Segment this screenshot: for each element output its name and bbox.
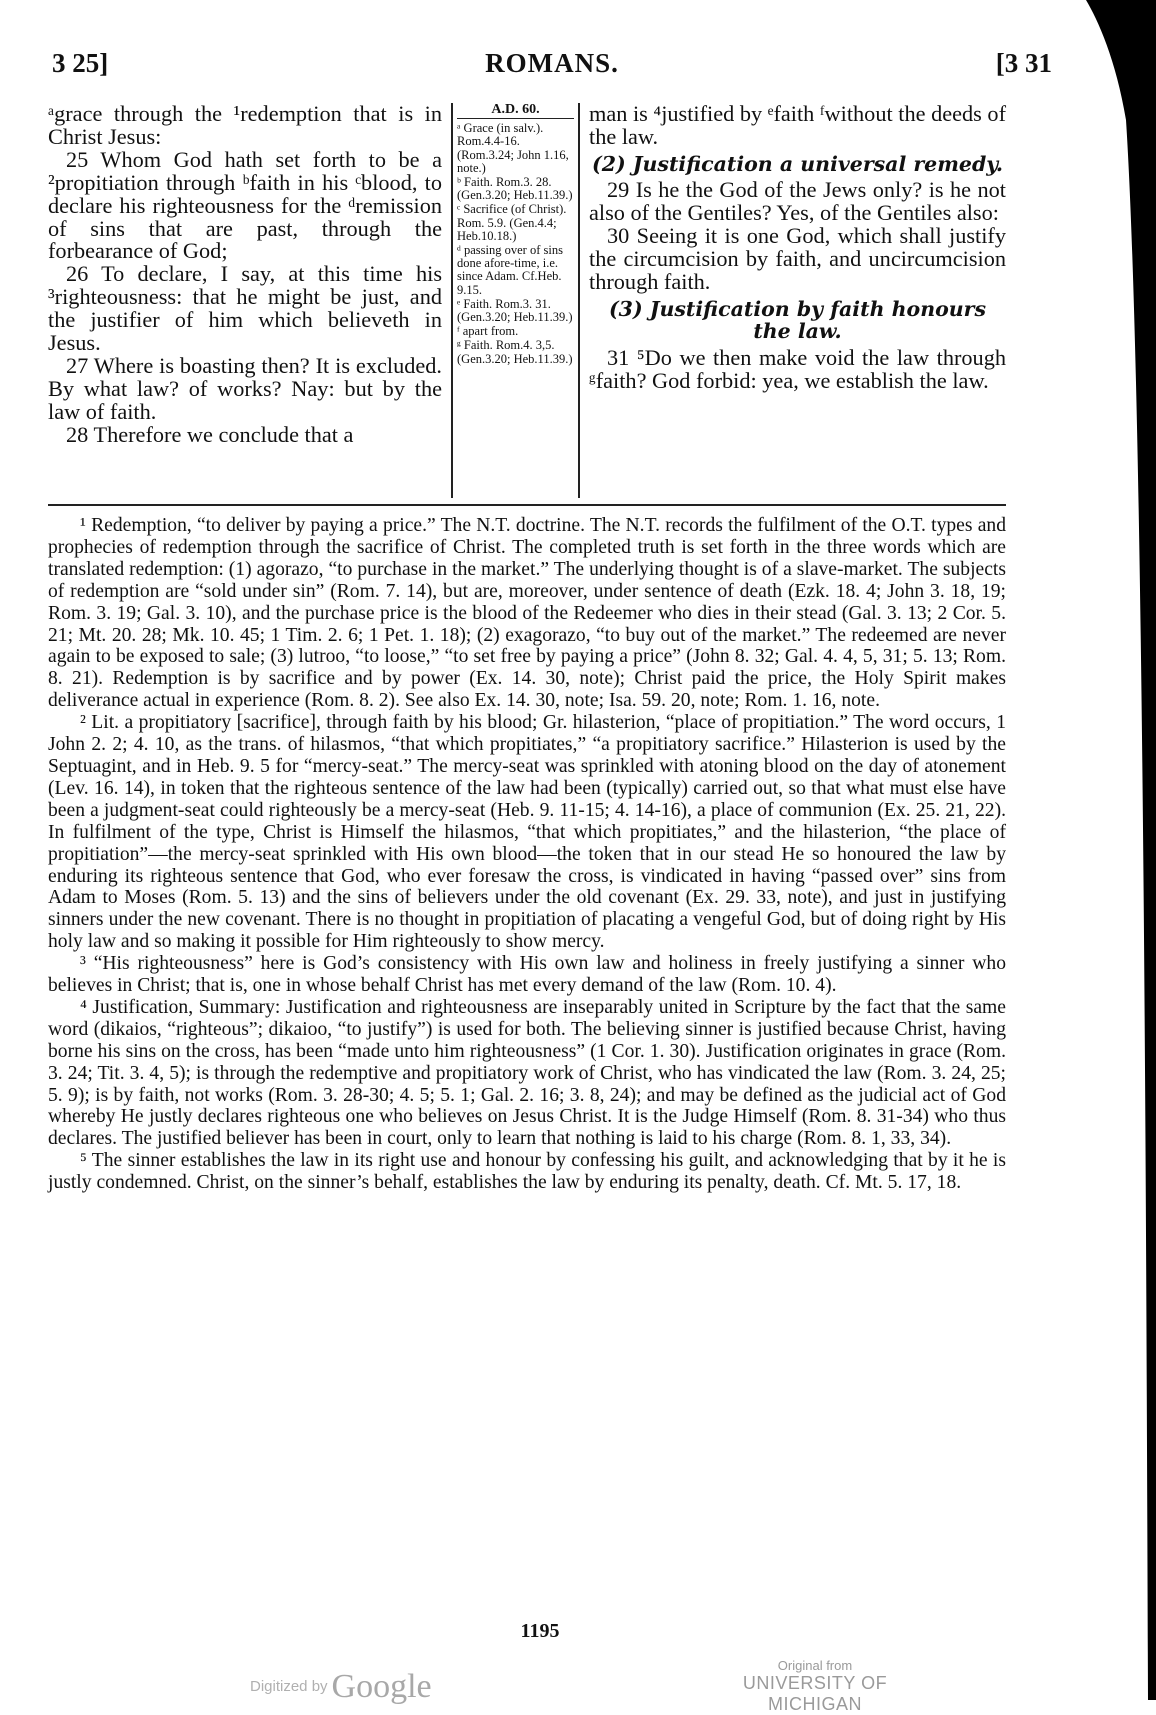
- original-from-label: Original from: [777, 1658, 853, 1673]
- digitized-watermark: [250, 1668, 432, 1706]
- verse-29: 29 Is he the God of the Jews only? is he not also of the Gentiles? Yes, of the Gentiles also:: [589, 177, 1006, 226]
- footnote-2: ² Lit. a propitiatory [sacrifice], through faith by his blood; Gr. hilasterion, “place of propitiation.” The word occurs, 1 John 2. 2; 4. 10, as the trans. of hilasmos, “that which propitiates,” “a propitiatory sacrifice.” Hilasterion is used by the Septuagint, and in Heb. 9. 5 for “mercy-seat.” The mercy-seat was sprinkled with atoning blood on the day of atonement (Lev. 16. 14), in token that the righteous sentence of the law had been (typically) carried out, so that what must else have been a judgment-seat could righteously be a mercy-seat (Heb. 9. 11-15; 4. 14-16), a place of communion (Ex. 25. 21, 22). In fulfilment of the type, Christ is Himself the hilasmos, “that which propitiates,” and the hilasterion, “the place of propitiation”—the mercy-seat sprinkled with His own blood—the token that in our stead He so honoured the law by enduring its righteous sentence that God, who ever foresaw the cross, is vindicated in having “passed over” sins from Adam to Moses (Rom. 5. 13) and the sins of believers under the old covenant (Ex. 29. 33, note), and just in justifying sinners under the new covenant. There is no thought in propitiation of placating a vengeful God, but of doing right by His holy law and so making it possible for Him righteously to show mercy.: [48, 712, 1006, 953]
- section-heading-3: (3) Justification by faith honours the law.: [608, 296, 987, 344]
- source-watermark: [695, 1658, 935, 1715]
- section-heading-2: (2) Justification a universal remedy.: [592, 151, 1003, 176]
- verse-27: 27 Where is boasting then? It is excluded. By what law? of works? Nay: but by the law of faith.: [48, 352, 442, 424]
- footnote-3: ³ “His righteousness” here is God’s consistency with His own law and holiness in freely justifying a sinner who believes in Christ; that is, one in whose behalf Christ has met every demand of the law (Rom. 10. 4).: [48, 953, 1006, 997]
- footnote-4: ⁴ Justification, Summary: Justification and righteousness are inseparably united in Scripture by the fact that the same word (dikaios, “righteous”; dikaioo, “to justify”) is used for both. The believing sinner is justified because Christ, having borne his sins on the cross, has been “made unto him righteousness” (1 Cor. 1. 30). Justification originates in grace (Rom. 3. 24; Tit. 3. 4, 5); is through the redemptive and propitiatory work of Christ, who has vindicated the law (Rom. 3. 24, 25; 5. 9); is by faith, not works (Rom. 3. 28-30; 4. 5; 5. 1; Gal. 2. 16; 3. 8, 24); and may be defined as the judicial act of God whereby He justly declares righteous one who believes on Jesus Christ. It is the Judge Himself (Rom. 8. 31-34) who thus declares. The justified believer has been in court, only to learn that nothing is laid to his charge (Rom. 8. 1, 33, 34).: [48, 996, 1006, 1150]
- right-column: [589, 103, 1006, 393]
- verse-30: 30 Seeing it is one God, which shall justify the circumcision by faith, and uncircumcision through faith.: [589, 223, 1006, 294]
- verse-28-continued: man is ⁴justified by ᵉfaith ᶠwithout the deeds of the law.: [589, 101, 1006, 149]
- footnote-1: ¹ Redemption, “to deliver by paying a price.” The N.T. doctrine. The N.T. records the fulfilment of the O.T. types and prophecies of redemption through the sacrifice of Christ. The completed truth is set forth in the three words which are translated redemption: (1) agorazo, “to purchase in the market.” The underlying thought is of a slave-market. The subjects of redemption are “sold under sin” (Rom. 7. 14), but are, moreover, under sentence of death (Ezk. 18. 4; John 3. 18, 19; Rom. 3. 19; Gal. 3. 10), and the purchase price is the blood of the Redeemer who dies in their stead (Gal. 3. 13; 2 Cor. 5. 21; Mt. 20. 28; Mk. 10. 45; 1 Tim. 2. 6; 1 Pet. 1. 18); (2) exagorazo, “to buy out of the market.” The redeemed are never again to be exposed to sale; (3) lutroo, “to loose,” “to set free by paying a price” (John 8. 32; Gal. 4. 4, 5, 31; 5. 13; Rom. 8. 21). Redemption is by sacrifice and by power (Ex. 14. 30, note); Christ paid the price, the Holy Spirit makes deliverance actual in experience (Rom. 8. 2). See also Ex. 14. 30, note; Isa. 59. 20, note; Rom. 1. 16, note.: [48, 515, 1006, 712]
- header-book-title: ROMANS.: [485, 48, 619, 78]
- left-column: [48, 103, 442, 447]
- margin-ref-f: ᶠ apart from.: [457, 324, 519, 339]
- verse-25: 25 Whom God hath set forth to be a ²propitiation through ᵇfaith in his ᶜblood, to declare his righteousness for the ᵈremission of sins that are past, through the forbearance of God;: [48, 146, 442, 264]
- margin-references: [451, 103, 580, 498]
- verse-text: ᵃgrace through the ¹redemption that is in Christ Jesus:: [48, 101, 442, 149]
- footnote-divider: [48, 504, 1006, 506]
- margin-ref-a: ᵃ Grace (in salv.). Rom.4.4-16. (Rom.3.24; John 1.16, note.): [457, 121, 569, 175]
- margin-ref-b: ᵇ Faith. Rom.3. 28. (Gen.3.20; Heb.11.39.): [457, 175, 573, 203]
- page-edge-shadow: [1086, 0, 1156, 1700]
- page-number: 1195: [520, 1620, 560, 1642]
- google-logo: Google: [331, 1668, 432, 1705]
- verse-31: 31 ⁵Do we then make void the law through ᵍfaith? God forbid: yea, we establish the law.: [589, 344, 1006, 393]
- verse-26: 26 To declare, I say, at this time his ³righteousness: that he might be just, and the justifier of him which believeth in Jesus.: [48, 261, 442, 356]
- verse-28: 28 Therefore we conclude that a: [66, 421, 354, 447]
- footnotes: [48, 515, 1006, 1194]
- margin-ref-d: ᵈ passing over of sins done afore-time, i.e. since Adam. Cf.Heb. 9.15.: [457, 243, 563, 297]
- header-verse-end: [3 31: [995, 48, 1052, 78]
- margin-ref-e: ᵉ Faith. Rom.3. 31. (Gen.3.20; Heb.11.39.): [457, 296, 573, 325]
- digitized-by-label: Digitized by: [250, 1678, 328, 1695]
- margin-ref-g: ᵍ Faith. Rom.4. 3,5. (Gen.3.20; Heb.11.39.): [457, 338, 573, 366]
- era-label: A.D. 60.: [457, 103, 574, 119]
- footnote-5: ⁵ The sinner establishes the law in its right use and honour by confessing his guilt, and acknowledging that by it he is justly condemned. Christ, on the sinner’s behalf, establishes the law by enduring its penalty, death. Cf. Mt. 5. 17, 18.: [48, 1150, 1006, 1194]
- margin-ref-c: ᶜ Sacrifice (of Christ). Rom. 5.9. (Gen.4.4; Heb.10.18.): [457, 202, 567, 243]
- institution-name: UNIVERSITY OF MICHIGAN: [742, 1673, 888, 1714]
- scripture-columns: [48, 103, 1006, 498]
- header-verse-start: 3 25]: [52, 48, 109, 78]
- running-header: [52, 48, 1052, 88]
